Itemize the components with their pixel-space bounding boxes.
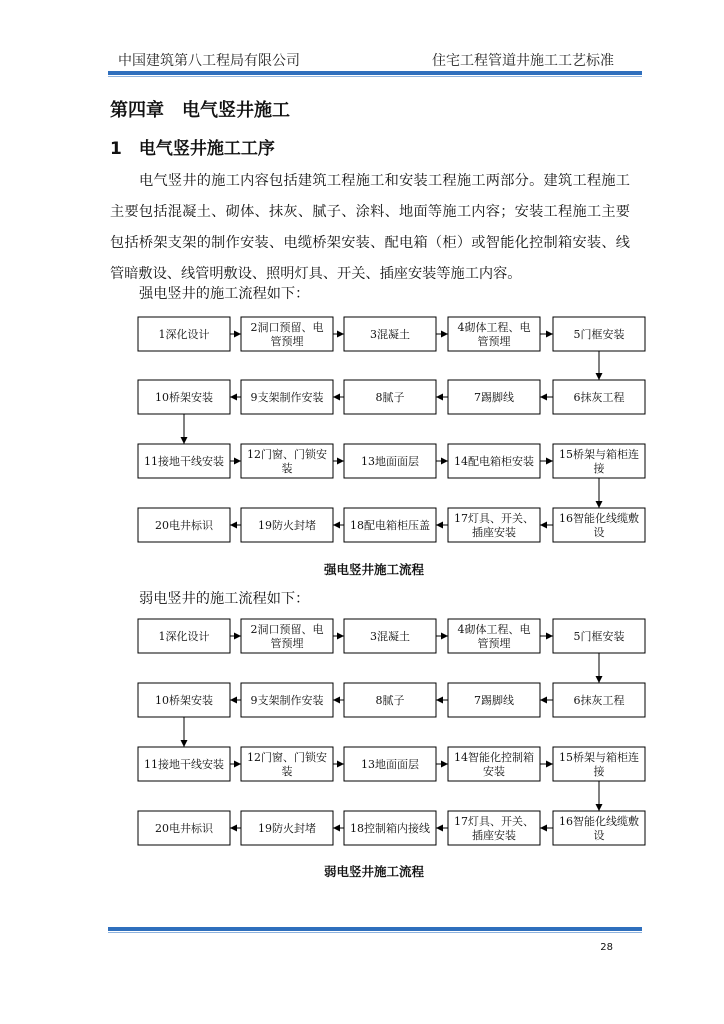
flow-step-12 [241, 747, 333, 781]
flow-step-label: 13地面面层 [361, 455, 419, 468]
flow-step-label: 9支架制作安装 [250, 391, 324, 404]
flow-step-label: 接 [593, 765, 605, 778]
flow-step-5 [553, 619, 645, 653]
flow-arrow-5-6 [596, 653, 603, 683]
flow-arrow-1-2 [230, 633, 241, 640]
flow-step-label: 13地面面层 [361, 758, 419, 771]
flow-step-18 [344, 811, 436, 845]
flow-step-label: 装 [281, 765, 293, 778]
flow-step-label: 接 [593, 462, 605, 475]
flow-step-label: 14配电箱柜安装 [454, 455, 534, 468]
flow-step-8 [344, 683, 436, 717]
footer-rule [108, 927, 642, 931]
flow-arrow-18-19 [333, 825, 344, 832]
body-paragraph: 电气竖井的施工内容包括建筑工程施工和安装工程施工两部分。建筑工程施工主要包括混凝土、砌体、抹灰、腻子、涂料、地面等施工内容；安装工程施工主要包括桥架支架的制作安装、电缆桥架安装、配电箱（柜）或智能化控制箱安装、线管暗敷设、线管明敷设、照明灯具、开关、插座安装等施工内容。 [110, 173, 630, 282]
flow-arrow-8-9 [333, 697, 344, 704]
flow-step-label: 8腻子 [375, 694, 405, 707]
flow-step-label: 17灯具、开关、 [454, 815, 534, 828]
flow-arrow-11-12 [230, 761, 241, 768]
flow-step-label: 15桥架与箱柜连 [559, 751, 639, 764]
flow-arrow-15-16 [596, 781, 603, 811]
flow-step-label: 8腻子 [375, 391, 405, 404]
flow-arrow-10-11 [181, 717, 188, 747]
chapter-title: 第四章 电气竖井施工 [110, 100, 290, 121]
flow-step-label: 19防火封堵 [258, 519, 316, 532]
page-number: 28 [600, 942, 613, 953]
flow-step-label: 20电井标识 [155, 822, 213, 835]
flow-step-label: 20电井标识 [155, 519, 213, 532]
section-title: 1 电气竖井施工工序 [110, 139, 275, 159]
flow-step-label: 3混凝土 [370, 328, 410, 341]
flow-step-label: 11接地干线安装 [144, 758, 224, 771]
flow-step-label: 18配电箱柜压盖 [350, 519, 430, 532]
flow-arrow-2-3 [333, 633, 344, 640]
footer-rule-thin [108, 932, 642, 933]
flow-step-label: 9支架制作安装 [250, 694, 324, 707]
flow-step-label: 管预埋 [270, 637, 304, 650]
flow-arrow-6-7 [540, 697, 553, 704]
flow-arrow-19-20 [230, 825, 241, 832]
flow-step-11 [138, 747, 230, 781]
flow-step-14 [448, 747, 540, 781]
flow-step-label: 4砌体工程、电 [457, 321, 531, 334]
flow-step-9 [241, 683, 333, 717]
flow-step-label: 插座安装 [472, 526, 516, 539]
flow-step-label: 12门窗、门锁安 [247, 751, 327, 764]
flow-arrow-12-13 [333, 761, 344, 768]
header-right: 住宅工程管道井施工工艺标准 [432, 53, 614, 69]
flow-step-7 [448, 683, 540, 717]
flow-step-10 [138, 683, 230, 717]
flow-step-label: 19防火封堵 [258, 822, 316, 835]
flow-step-label: 6抹灰工程 [573, 391, 625, 404]
flow-step-label: 插座安装 [472, 829, 516, 842]
flow-step-label: 1深化设计 [158, 630, 210, 643]
flow-step-label: 设 [593, 829, 605, 842]
flow-step-label: 16智能化线缆敷 [559, 512, 639, 525]
strong-caption: 强电竖井施工流程 [323, 562, 424, 577]
flow-step-2 [241, 619, 333, 653]
flow-step-label: 16智能化线缆敷 [559, 815, 639, 828]
flow-step-17 [448, 811, 540, 845]
weak-intro: 弱电竖井的施工流程如下： [139, 591, 310, 607]
flow-arrow-3-4 [436, 633, 448, 640]
flow-step-label: 7踢脚线 [474, 694, 514, 707]
flow-arrow-13-14 [436, 761, 448, 768]
flow-step-label: 2洞口预留、电 [250, 623, 324, 636]
flow-step-label: 2洞口预留、电 [250, 321, 324, 334]
weak-caption: 弱电竖井施工流程 [323, 864, 424, 879]
flow-step-label: 11接地干线安装 [144, 455, 224, 468]
flow-step-label: 5门框安装 [573, 630, 625, 643]
flow-arrow-4-5 [540, 633, 553, 640]
flow-step-label: 设 [593, 526, 605, 539]
flow-step-label: 4砌体工程、电 [457, 623, 531, 636]
flow-step-3 [344, 619, 436, 653]
flow-step-label: 5门框安装 [573, 328, 625, 341]
flow-step-label: 6抹灰工程 [573, 694, 625, 707]
flow-step-label: 18控制箱内接线 [350, 822, 430, 835]
header-left: 中国建筑第八工程局有限公司 [118, 53, 300, 69]
flow-step-16 [553, 811, 645, 845]
flow-step-13 [344, 747, 436, 781]
flow-step-label: 管预埋 [477, 335, 511, 348]
flow-step-4 [448, 619, 540, 653]
flow-step-label: 14智能化控制箱 [454, 751, 534, 764]
flow-step-label: 12门窗、门锁安 [247, 448, 327, 461]
flow-step-label: 管预埋 [270, 335, 304, 348]
flow-step-label: 17灯具、开关、 [454, 512, 534, 525]
flow-step-1 [138, 619, 230, 653]
flow-arrow-9-10 [230, 697, 241, 704]
flow-step-6 [553, 683, 645, 717]
flow-step-label: 10桥架安装 [155, 694, 213, 707]
strong-intro: 强电竖井的施工流程如下： [139, 286, 310, 302]
flow-step-label: 3混凝土 [370, 630, 410, 643]
flow-arrow-17-18 [436, 825, 448, 832]
flow-step-19 [241, 811, 333, 845]
flow-arrow-16-17 [540, 825, 553, 832]
flow-step-15 [553, 747, 645, 781]
flow-step-label: 管预埋 [477, 637, 511, 650]
flow-step-label: 装 [281, 462, 293, 475]
flow-step-label: 15桥架与箱柜连 [559, 448, 639, 461]
flow-step-label: 1深化设计 [158, 328, 210, 341]
flow-step-label: 7踢脚线 [474, 391, 514, 404]
flow-step-20 [138, 811, 230, 845]
flow-arrow-7-8 [436, 697, 448, 704]
flow-step-label: 安装 [483, 765, 505, 778]
flow-step-label: 10桥架安装 [155, 391, 213, 404]
flow-arrow-14-15 [540, 761, 553, 768]
